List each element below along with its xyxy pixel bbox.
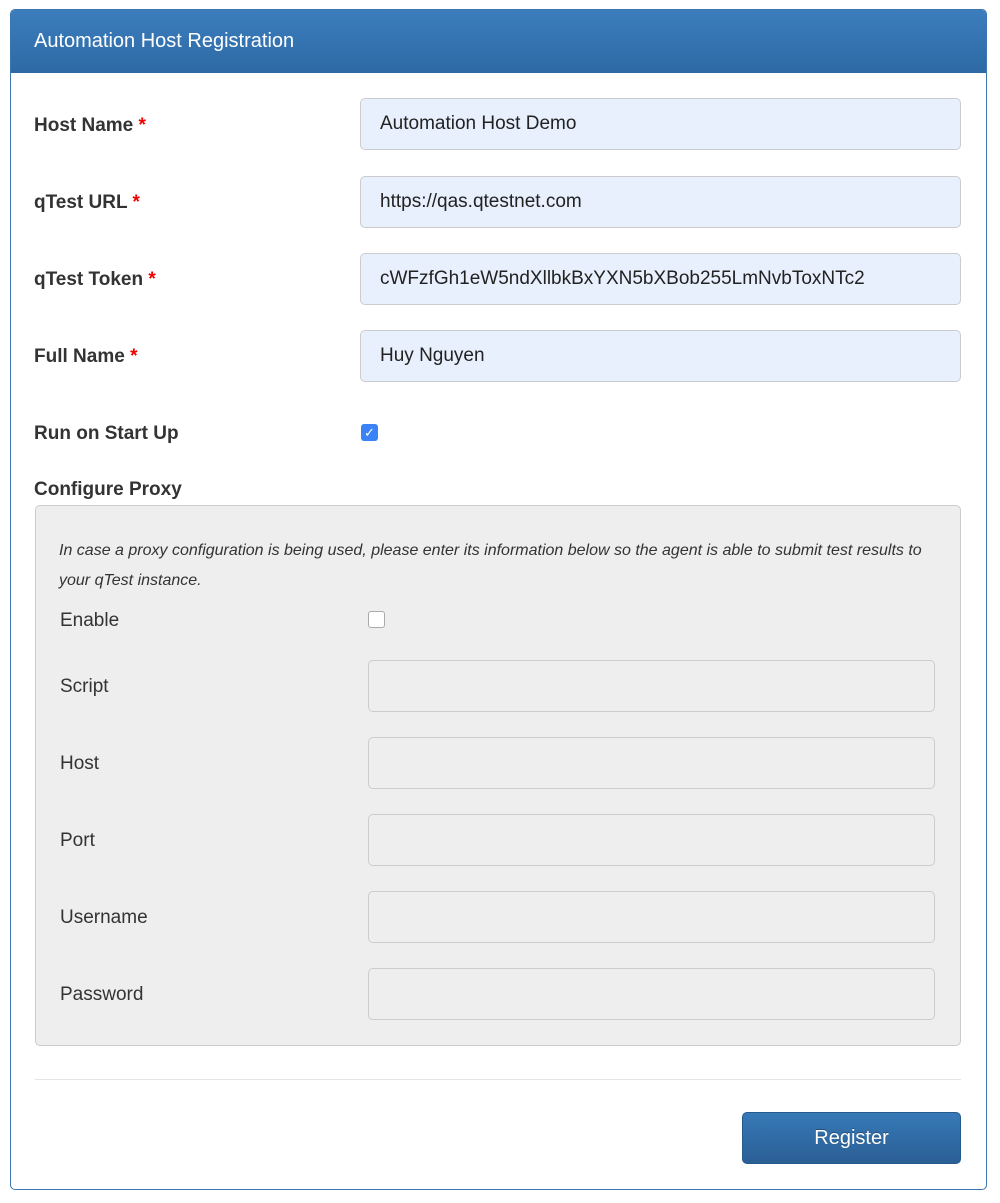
- configure-proxy-heading: Configure Proxy: [34, 479, 182, 500]
- port-input[interactable]: [368, 814, 935, 866]
- enable-proxy-checkbox[interactable]: [368, 611, 385, 628]
- qtest-url-label: qTest URL *: [34, 192, 140, 213]
- proxy-section: [35, 505, 961, 1046]
- enable-label: Enable: [60, 610, 120, 631]
- full-name-input[interactable]: Huy Nguyen: [360, 330, 961, 382]
- host-name-label: Host Name *: [34, 115, 146, 136]
- full-name-label: Full Name *: [34, 346, 138, 367]
- script-input[interactable]: [368, 660, 935, 712]
- password-label: Password: [60, 984, 144, 1005]
- run-on-startup-label: Run on Start Up: [34, 423, 179, 444]
- run-on-startup-checkbox[interactable]: ✓: [361, 424, 378, 441]
- username-input[interactable]: [368, 891, 935, 943]
- qtest-url-input[interactable]: https://qas.qtestnet.com: [360, 176, 961, 228]
- qtest-token-label: qTest Token *: [34, 269, 156, 290]
- proxy-note: In case a proxy configuration is being used, please enter its information below so the agent is able to submit test results to your qTest instance.: [59, 542, 922, 589]
- script-label: Script: [60, 676, 109, 697]
- host-input[interactable]: [368, 737, 935, 789]
- host-label: Host: [60, 753, 100, 774]
- port-label: Port: [60, 830, 95, 851]
- panel-header: Automation Host Registration: [11, 10, 986, 73]
- username-label: Username: [60, 907, 148, 928]
- register-button[interactable]: Register: [742, 1112, 961, 1164]
- password-input[interactable]: [368, 968, 935, 1020]
- host-name-input[interactable]: Automation Host Demo: [360, 98, 961, 150]
- divider: [35, 1079, 961, 1080]
- qtest-token-input[interactable]: cWFzfGh1eW5ndXllbkBxYXN5bXBob255LmNvbToxNTc2: [360, 253, 961, 305]
